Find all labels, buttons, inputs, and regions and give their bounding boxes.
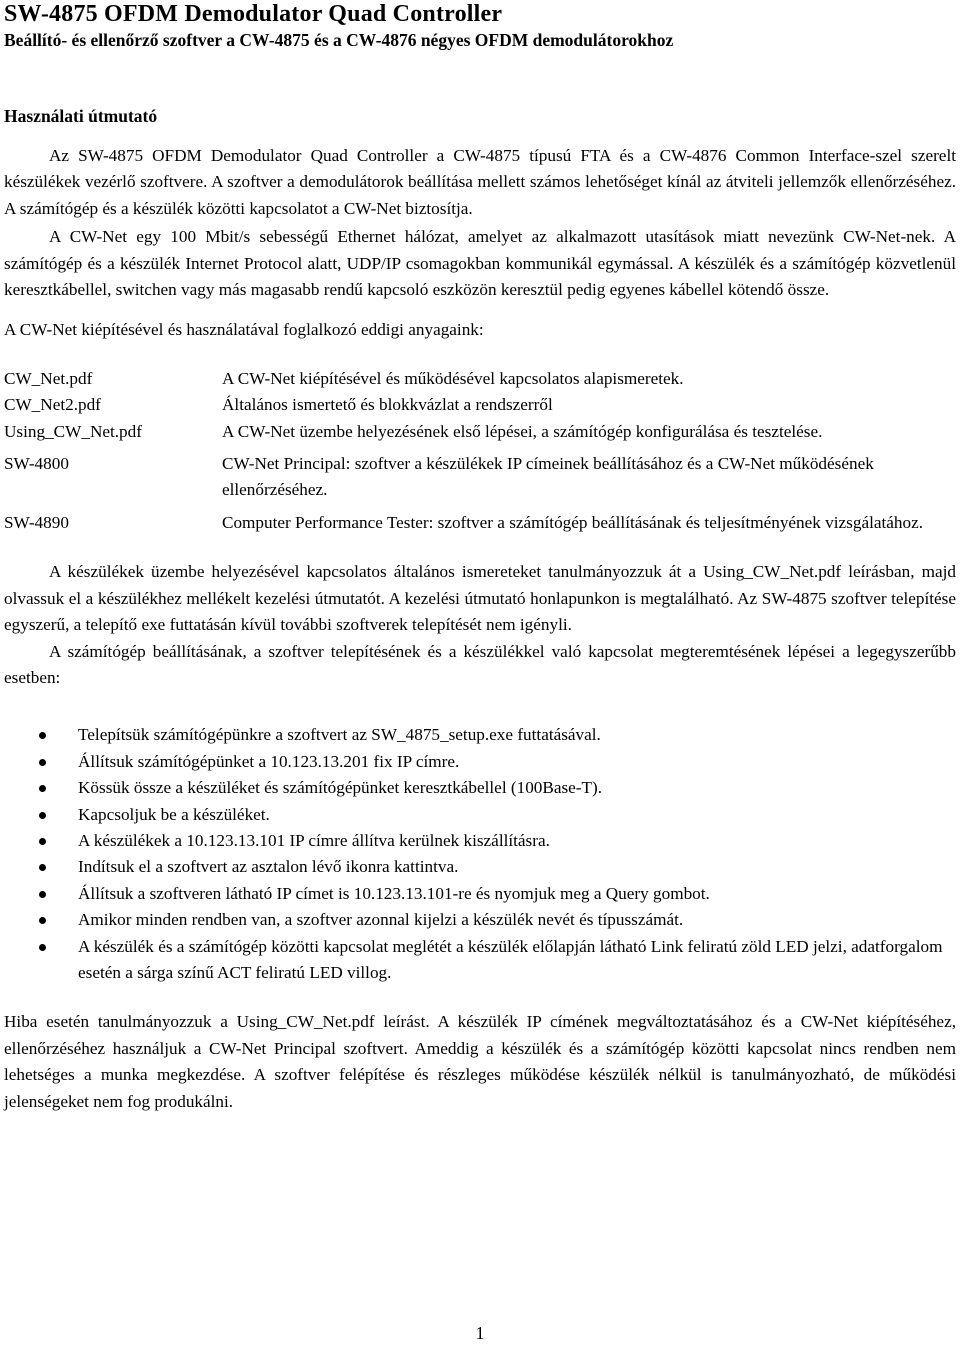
document-subtitle: Beállító- és ellenőrző szoftver a CW-4875 és a CW-4876 négyes OFDM demodulátorokhoz <box>4 30 674 50</box>
setup-paragraph: A készülékek üzembe helyezésével kapcsolatos általános ismereteket tanulmányozzuk át a Using_CW_Net.pdf leírásban, majd olvassuk el a készülékhez mellékelt kezelési útmutatót. A kezelési útmutató honlapunkon is megtalálható. Az SW-4875 szoftver telepítése egyszerű, a telepítő exe futtatásán kívül további szoftverek telepítését nem igényli. <box>4 562 956 635</box>
step-text: Kössük össze a készüléket és számítógépünket keresztkábellel (100Base-T). <box>78 778 603 798</box>
list-item <box>4 934 956 987</box>
intro-paragraph: Az SW-4875 OFDM Demodulator Quad Controller a CW-4875 típusú FTA és a CW-4876 Common Interface-szel szerelt készülékek vezérlő szoftvere. A szoftver a demodulátorok beállítása mellett számos lehetőséget kínál az átviteli jellemzők ellenőrzéséhez. A számítógép és a készülék közötti kapcsolatot a CW-Net biztosítja. <box>4 146 956 218</box>
reference-description: Általános ismertető és blokkvázlat a rendszerről <box>222 395 553 415</box>
closing-paragraph: Hiba esetén tanulmányozzuk a Using_CW_Net.pdf leírást. A készülék IP címének megváltoztatásához és a CW-Net kiépítéséhez, ellenőrzéséhez használjuk a CW-Net Principal szoftvert. Ameddig a készülék és a számítógép közötti kapcsolat nincs rendben nem lehetséges a munka megkezdése. A szoftver felépítése és részleges működése készülék nélkül is tanulmányozható, de működési jelenségeket nem fog produkálni. <box>4 1012 956 1111</box>
reference-name: SW-4800 <box>4 454 69 474</box>
list-item <box>4 775 956 801</box>
references-list <box>4 366 956 536</box>
steps-intro: A számítógép beállításának, a szoftver telepítésének és a készülékkel való kapcsolat megteremtésének lépései a legegyszerűbb esetben: <box>4 641 956 687</box>
bullet-icon <box>39 944 46 951</box>
bullet-icon <box>39 759 46 766</box>
references-heading: A CW-Net kiépítésével és használatával foglalkozó eddigi anyagaink: <box>4 320 484 340</box>
step-text: Amikor minden rendben van, a szoftver azonnal kijelzi a készülék nevét és típusszámát. <box>78 910 684 930</box>
document-title: SW-4875 OFDM Demodulator Quad Controller <box>4 1 503 27</box>
step-text: Állítsuk a szoftveren látható IP címet is 10.123.13.101-re és nyomjuk meg a Query gombot. <box>78 883 710 903</box>
reference-name: CW_Net2.pdf <box>4 395 101 415</box>
document-page <box>4 0 956 1115</box>
list-item <box>4 854 956 880</box>
reference-name: SW-4890 <box>4 512 69 532</box>
bullet-icon <box>39 838 46 845</box>
reference-description: CW-Net Principal: szoftver a készülékek IP címeinek beállításához és a CW-Net működésének ellenőrzéséhez. <box>222 454 874 500</box>
reference-description: A CW-Net kiépítésével és működésével kapcsolatos alapismeretek. <box>222 368 684 388</box>
reference-item <box>4 366 956 392</box>
reference-name: CW_Net.pdf <box>4 368 93 388</box>
step-text: Állítsuk számítógépünket a 10.123.13.201 fix IP címre. <box>78 751 460 771</box>
list-item <box>4 722 956 748</box>
bullet-icon <box>39 732 46 739</box>
step-text: Telepítsük számítógépünkre a szoftvert az SW_4875_setup.exe futtatásával. <box>78 725 601 745</box>
network-paragraph: A CW-Net egy 100 Mbit/s sebességű Ethernet hálózat, amelyet az alkalmazott utasítások miatt nevezünk CW-Net-nek. A számítógép és a készülék Internet Protocol alatt, UDP/IP csomagokban kommunikál egymással. A készülék és a számítógép közvetlenül keresztkábellel, switchen vagy más magasabb rendű kapcsoló eszközön keresztül pedig egyenes kábellel kötendő össze. <box>4 227 956 300</box>
reference-item <box>4 451 956 504</box>
section-heading: Használati útmutató <box>4 106 158 126</box>
bullet-icon <box>39 785 46 792</box>
bullet-icon <box>39 812 46 819</box>
reference-description: A CW-Net üzembe helyezésének első lépései, a számítógép konfigurálása és tesztelése. <box>222 421 823 441</box>
reference-description: Computer Performance Tester: szoftver a számítógép beállításának és teljesítményének vizsgálatához. <box>222 512 923 532</box>
page-number: 1 <box>475 1323 485 1343</box>
reference-item <box>4 392 956 418</box>
bullet-icon <box>39 891 46 898</box>
list-item <box>4 881 956 907</box>
list-item <box>4 802 956 828</box>
step-text: Kapcsoljuk be a készüléket. <box>78 804 270 824</box>
bullet-icon <box>39 917 46 924</box>
list-item <box>4 907 956 933</box>
step-text: A készülék és a számítógép közötti kapcsolat meglétét a készülék előlapján látható Link feliratú zöld LED jelzi, adatforgalom esetén a sárga színű ACT feliratú LED villog. <box>78 936 943 982</box>
list-item <box>4 828 956 854</box>
reference-name: Using_CW_Net.pdf <box>4 421 142 441</box>
steps-list <box>4 722 956 986</box>
bullet-icon <box>39 864 46 871</box>
list-item <box>4 749 956 775</box>
step-text: A készülékek a 10.123.13.101 IP címre állítva kerülnek kiszállításra. <box>78 830 550 850</box>
reference-item <box>4 510 956 536</box>
reference-item <box>4 419 956 445</box>
step-text: Indítsuk el a szoftvert az asztalon lévő ikonra kattintva. <box>78 857 459 877</box>
